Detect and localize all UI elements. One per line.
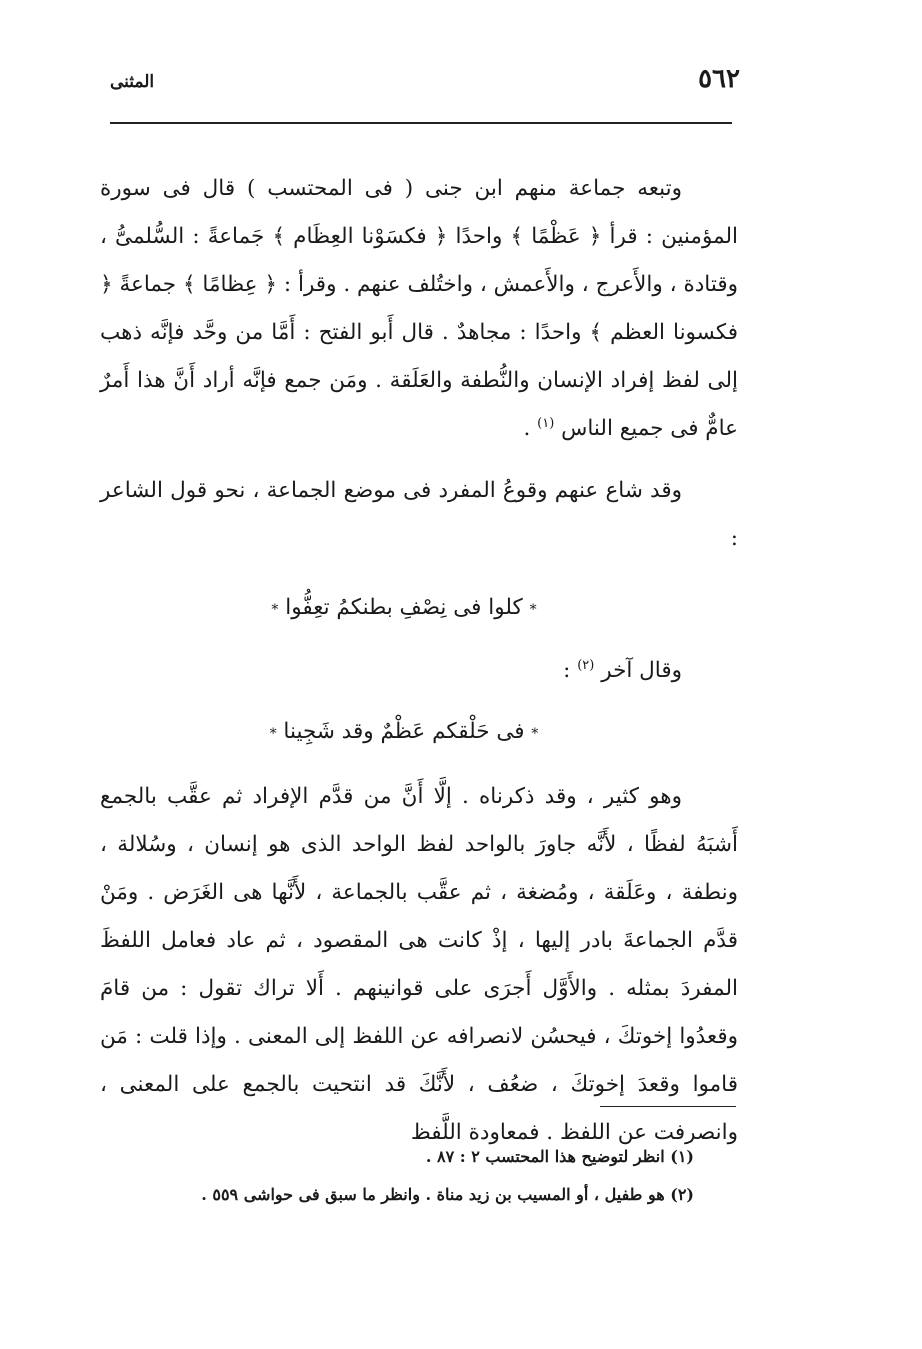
verse-2-text: فى حَلْقكم عَظْمٌ وقد شَجِينا bbox=[283, 719, 525, 744]
footnote-1: (١) انظر لتوضيح هذا المحتسب ٢ : ٨٧ . bbox=[425, 1147, 694, 1166]
verse-1 bbox=[100, 575, 738, 643]
paragraph-1 bbox=[100, 165, 738, 453]
paragraph-2: وقد شاع عنهم وقوعُ المفرد فى موضع الجماعة ، نحو قول الشاعر : bbox=[100, 478, 738, 551]
paragraph-3-text: وقال آخر bbox=[601, 658, 682, 683]
page-header bbox=[100, 60, 740, 100]
main-text bbox=[100, 165, 738, 1157]
verse-2 bbox=[100, 699, 738, 767]
verse-1-text: كلوا فى نِصْفِ بطنكمُ تعِفُّوا bbox=[285, 595, 523, 620]
verse-mark: * bbox=[529, 602, 537, 618]
footnote-ref-1: (١) bbox=[537, 415, 555, 431]
verse-mark: * bbox=[269, 726, 277, 742]
paragraph-3 bbox=[100, 647, 738, 695]
page-number: ٥٦٢ bbox=[698, 64, 740, 94]
paragraph-1-end: . bbox=[523, 416, 538, 441]
footnotes bbox=[134, 1138, 694, 1214]
verse-mark: * bbox=[271, 602, 279, 618]
footnote-2: (٢) هو طفيل ، أو المسيب بن زيد مناة . وانظر ما سبق فى حواشى ٥٥٩ . bbox=[201, 1185, 694, 1204]
paragraph-3-end: : bbox=[563, 658, 578, 683]
paragraph-1-text: وتبعه جماعة منهم ابن جنى ( فى المحتسب ) قال فى سورة المؤمنين : قرأ ﴿ عَظْمًا ﴾ واحدًا ﴿ فكسَوْنا العِظَام ﴾ جَماعةً : السُّلمىُّ ، وقتادة ، والأَعرج ، والأَعمش ، واختُلف عنهم . وقرأ : ﴿ عِظامًا ﴾ جماعةً ﴿ فكسونا العظم ﴾ واحدًا : مجاهدٌ . قال أَبو الفتح : أَمَّا من وحَّد فإنَّه ذهب إلى لفظ إفراد الإنسان والنُّطفة والعَلَقة . ومَن جمع فإنَّه أراد أَنَّ هذا أَمرٌ عامٌّ فى جميع الناس bbox=[100, 176, 738, 441]
running-head: المثنى bbox=[110, 72, 155, 92]
verse-mark: * bbox=[531, 726, 539, 742]
paragraph-4: وهو كثير ، وقد ذكرناه . إلَّا أَنَّ من قدَّم الإفراد ثم عقَّب بالجمع أَشبَهُ لفظًا ، لأَنَّه جاورَ بالواحد لفظ الواحد الذى هو إنسان ، وسُلالة ، ونطفة ، وعَلَقة ، ومُضغة ، ثم عقَّب بالجماعة ، لأَنَّها هى الغَرَض . ومَنْ قدَّم الجماعةَ بادر إليها ، إذْ كانت هى المقصود ، ثم عاد فعامل اللفظَ المفردَ بمثله . والأَوَّل أَجرَى على قوانينهم . أَلا تراك تقول : من قامَ وقعدُوا إخوتكَ ، فيحسُن لانصرافه عن اللفظ إلى المعنى . وإذا قلت : مَن قاموا وقعدَ إخوتكَ ، ضعُف ، لأَنَّكَ قد انتحيت بالجمع على المعنى ، وانصرفت عن اللفظ . فمعاودة اللَّفظ bbox=[100, 784, 738, 1145]
footnote-rule bbox=[600, 1106, 736, 1107]
footnote-ref-2: (٢) bbox=[577, 657, 595, 673]
header-rule bbox=[110, 122, 732, 124]
